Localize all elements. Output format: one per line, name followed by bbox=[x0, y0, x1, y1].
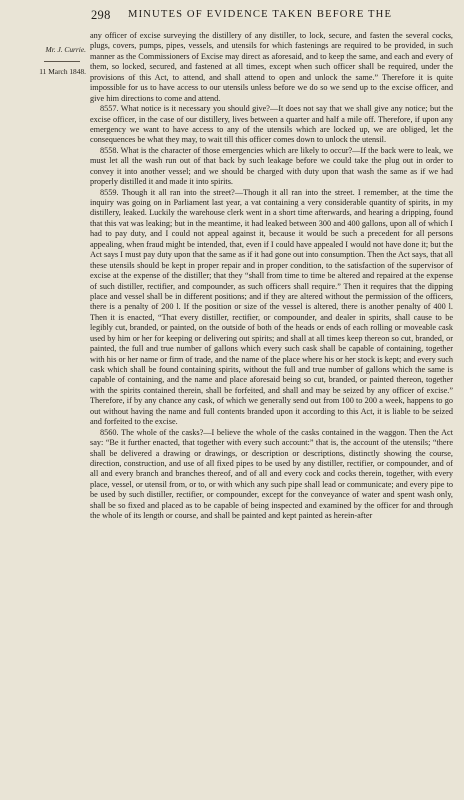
witness-name: Mr. J. Currie. bbox=[45, 45, 86, 54]
running-title: MINUTES OF EVIDENCE TAKEN BEFORE THE bbox=[128, 9, 393, 20]
evidence-date: 11 March 1848. bbox=[39, 67, 86, 76]
margin-rule bbox=[44, 61, 80, 62]
question-8560: 8560. The whole of the casks?—I believe the whole of the casks contained in the waggon. Then the Act say: “Be it further enacted, that together with every such account:” that is, the account of the utensils; “there shall be delivered a drawing or drawings, or description or descriptions, distinctly showing the course, direction, construction, and use of all fixed pipes to be used by any distiller, rectifier, or compounder, and of all and every branch and branches thereof, and of all and every cock and cocks therein, together, with every place, vessel, or utensil from, or to, or with which any such pipe shall lead or communicate; and every pipe to be used by such distiller, rectifier, or compounder, except for the conveyance of water and spent wash only, shall be so fixed and placed as to be capable of being inspected and examined by the officer for and through the whole of its length or course, and shall be painted and kept painted as herein-after bbox=[90, 427, 453, 521]
body-text bbox=[90, 31, 453, 522]
page-header bbox=[88, 8, 452, 24]
continued-paragraph: any officer of excise surveying the distillery of any distiller, to lock, secure, and fasten the several cocks, plugs, covers, pumps, pipes, vessels, and utensils for which fastenings are required to be provided, in such manner as the Commissioners of Excise may direct as aforesaid, and to keep the same, and each and every of them, so locked, secured, and fastened at all times, except when such officer shall be required, under the provisions of this Act, to attend, and shall attend to open and unlock the same.” Therefore it is quite impossible for us to have access to our utensils unless before we do so we send up to the excise officer, and give him directions to come and attend. bbox=[90, 31, 453, 103]
page-number: 298 bbox=[91, 8, 111, 22]
question-8559: 8559. Though it all ran into the street?—Though it all ran into the street. I remember, at the time the inquiry was going on in Parliament last year, a vat containing a very considerable quantity of spirits, in my distillery, leaked. Luckily the warehouse clerk went in a short time afterwards, and hearing a dripping, found that this vat was leaking; but in the meantime, it had leaked between 300 and 400 gallons, upon all of which I had to pay duty, and I could not appeal against it, because it would be such a precedent for all persons appealing, when fraud might be intended, that, even if I could have appealed I would not have done it; but the Act says I must pay duty upon that the same as if it had gone out into consumption. Then the Act says, that all these utensils should be kept in proper repair and in proper condition, to the satisfaction of the supervisor of excise at the expense of the distiller; that they “shall from time to time be altered and repaired at the expense of such distiller, rectifier, and compounder, as such officers shall require.” Then it requires that the dipping place and vessel shall be in different positions; and if they are altered without the permission of the officers, there is a penalty of 200 l. If the position or size of the vessel is altered, there is another penalty of 400 l. Then it is enacted, “That every distiller, rectifier, or compounder, and dealer in spirits, shall cause to be legibly cut, branded, or painted, on the outside of both of the heads or ends of each rolling or moveable cask used by him or her for keeping or delivering out spirits; and shall at all times keep thereon so cut, branded, or painted, the full and true number of gallons which every such cask shall be capable of containing, together with his or her name or firm of trade, and the name of the place where his or her stock is kept; and every such cask which shall be found containing spirits, without the full and true number of gallons which the same is capable of containing, and the name and place aforesaid being so cut, branded, or painted thereon, together with the spirits contained therein, shall be forfeited, and shall and may be seized by any officer of excise.” Therefore, if by any chance any cask, of which we generally send out from 100 to 200 a week, happens to go out without having the name and full contents branded upon it according to this Act, it is liable to be seized and forfeited to the excise. bbox=[90, 187, 453, 427]
question-8557: 8557. What notice is it necessary you should give?—It does not say that we shall give any notice; but the excise officer, in the case of our distillery, lives between a quarter and half a mile off. Therefore, if upon any emergency we want to have access to any of the utensils which are locked up, we are obliged, let the consequences be what they may, to wait till this officer comes down to unlock the utensil. bbox=[90, 104, 453, 145]
margin-notes bbox=[14, 45, 86, 77]
question-8558: 8558. What is the character of those emergencies which are likely to occur?—If the back were to leak, we must let all the wash run out of that back by such leakage before we could take the plug out in order to convey it into another vessel; and we should be charged with duty upon that wash the same as if we had properly distilled it and made it into spirits. bbox=[90, 145, 453, 187]
